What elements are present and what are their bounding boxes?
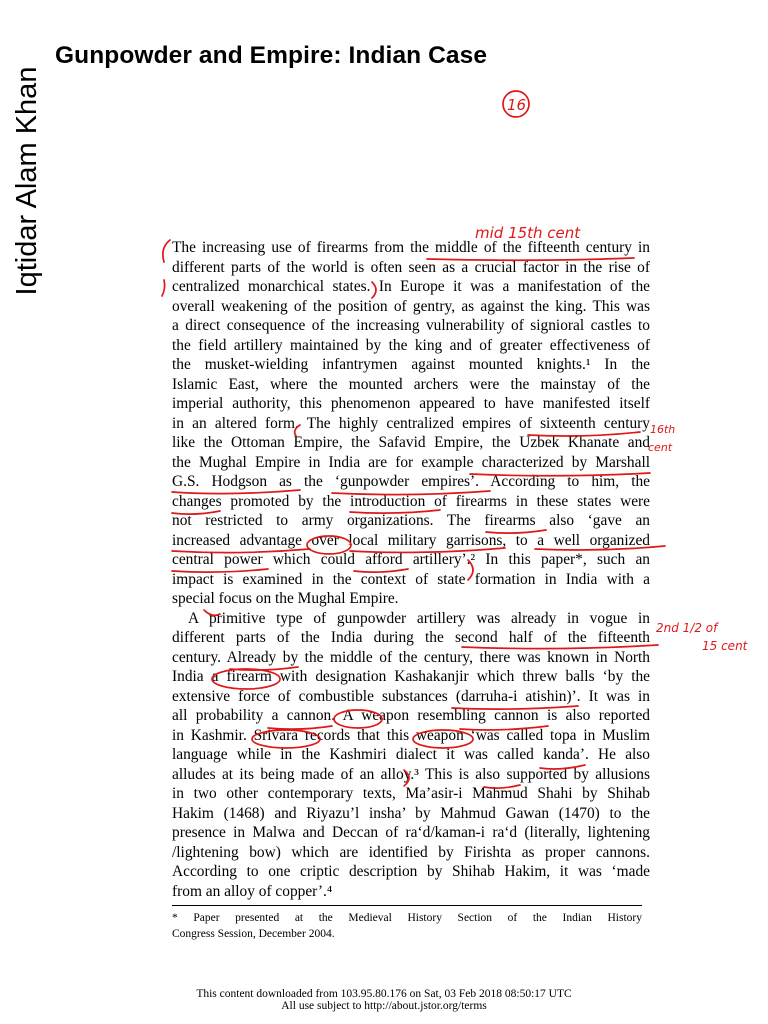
margin-note-mid15: mid 15th cent	[475, 224, 581, 242]
footnote-divider	[172, 905, 642, 906]
body-line: G.S. Hodgson as the ‘gunpowder empires’. According to him, the	[172, 473, 650, 490]
body-line: According to one criptic description by Shihab Hakim, it was ‘made	[172, 863, 650, 880]
body-line: changes promoted by the introduction of firearms in these states were	[172, 492, 650, 510]
footnote-line: * Paper presented at the Medieval History Section of the Indian History	[172, 912, 642, 924]
footnote	[172, 910, 642, 942]
body-line: not restricted to army organizations. The firearms also ‘gave an	[172, 512, 650, 529]
body-line: in an altered form. The highly centralized empires of sixteenth century	[172, 414, 650, 432]
margin-note-2nd-half: 2nd 1/2 of	[656, 621, 718, 635]
body-line: century. Already by the middle of the century, there was known in North	[172, 648, 650, 666]
body-line: centralized monarchical states. In Europe it was a manifestation of the	[172, 278, 650, 295]
page-number-mark-text: 16	[507, 96, 527, 114]
author-name: Iqtidar Alam Khan	[11, 66, 43, 296]
body-line: central power which could afford artillery’.² In this paper*, such an	[172, 551, 650, 568]
margin-note-cent: cent	[648, 441, 673, 454]
underline-mark	[162, 280, 165, 296]
body-line: increased advantage over local military garrisons, to a well organized	[172, 531, 650, 549]
body-line: in Kashmir. Srivara records that this weapon ‘was called topa in Muslim	[172, 726, 650, 744]
body-line: /lightening bow) which are identified by Firishta as proper cannons.	[172, 843, 650, 861]
body-line: Islamic East, where the mounted archers were the mainstay of the	[172, 375, 650, 393]
page-number-mark	[503, 91, 529, 117]
body-line: presence in Malwa and Deccan of ra‘d/kaman-i ra‘d (literally, lightening	[172, 824, 650, 841]
body-line: The increasing use of firearms from the middle of the fifteenth century in	[172, 239, 650, 256]
body-line: alludes at its being made of an alloy.³ This is also supported by allusions	[172, 765, 650, 783]
body-line: overall weakening of the position of gentry, as against the king. This was	[172, 297, 650, 315]
page-title: Gunpowder and Empire: Indian Case	[55, 42, 488, 69]
body-line: in two other contemporary texts, Ma’asir-i Mahmud Shahi by Shihab	[172, 785, 650, 802]
download-footer	[0, 988, 768, 1012]
body-line: different parts of the India during the second half of the fifteenth	[172, 629, 650, 646]
footer-terms-line: All use subject to http://about.jstor.org/terms	[281, 1000, 487, 1012]
body-line: different parts of the world is often seen as a crucial factor in the rise of	[172, 258, 650, 276]
body-line: impact is examined in the context of state formation in India with a	[172, 570, 650, 588]
body-line: the Mughal Empire in India are for example characterized by Marshall	[172, 453, 650, 471]
body-line: like the Ottoman Empire, the Safavid Empire, the Uzbek Khanate and	[172, 434, 650, 451]
body-line: a direct consequence of the increasing vulnerability of signioral castles to	[172, 317, 650, 334]
margin-note-16th: 16th	[650, 423, 676, 436]
body-line: A primitive type of gunpowder artillery was already in vogue in	[188, 609, 650, 627]
body-line: imperial authority, this phenomenon appeared to have manifested itself	[172, 395, 650, 412]
body-line: all probability a cannon. A weapon resembling cannon is also reported	[172, 707, 650, 724]
footer-download-line: This content downloaded from 103.95.80.176 on Sat, 03 Feb 2018 08:50:17 UTC	[196, 988, 572, 1000]
body-line: language while in the Kashmiri dialect it was called kanda’. He also	[172, 746, 650, 763]
body-line: Hakim (1468) and Riyazu’l insha’ by Mahmud Gawan (1470) to the	[172, 804, 650, 822]
margin-note-15cent: 15 cent	[702, 639, 748, 653]
body-line: extensive force of combustible substances (darruha-i atishin)’. It was in	[172, 687, 650, 705]
body-line: from an alloy of copper’.⁴	[172, 882, 333, 900]
body-line: the field artillery maintained by the king and of greater effectiveness of	[172, 336, 650, 354]
body-line: special focus on the Mughal Empire.	[172, 590, 399, 607]
bracket-mark	[163, 240, 170, 262]
body-line: India a firearm with designation Kashakanjir which threw balls ‘by the	[172, 668, 650, 685]
body-line: the musket-wielding infantrymen against mounted knights.¹ In the	[172, 356, 650, 373]
footnote-line: Congress Session, December 2004.	[172, 928, 335, 940]
